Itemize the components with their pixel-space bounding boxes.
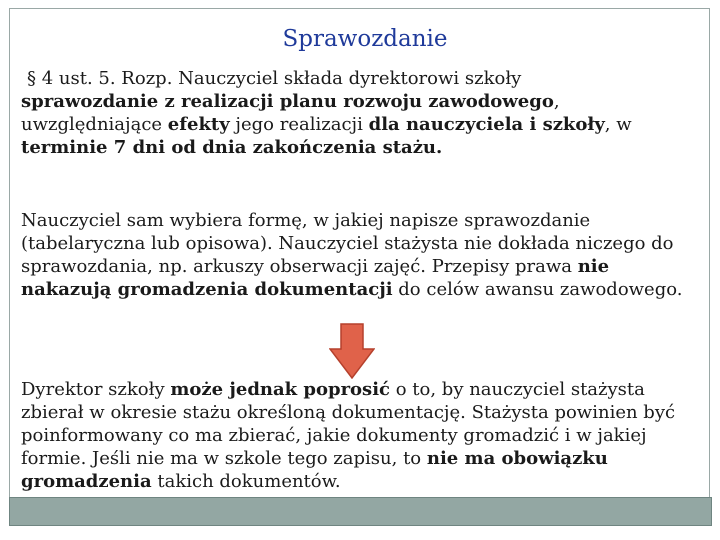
- p3-text-2: o to, by nauczyciel stażysta zbierał w okresie stażu określoną dokumentację. Stażysta powinien być poinformowany co ma zbierać, jakie dokumenty gromadzić i w jakiej formie. Jeśli nie ma w szkole tego zapisu, to: [21, 379, 676, 469]
- p1-text-3: jego realizacji: [229, 114, 369, 135]
- p3-text-1: Dyrektor szkoły: [21, 379, 171, 400]
- p1-text-1: § 4 ust. 5. Rozp. Nauczyciel składa dyrektorowi szkoły: [27, 68, 522, 89]
- p2-text-1: Nauczyciel sam wybiera formę, w jakiej napisze sprawozdanie (tabelaryczna lub opisowa). Nauczyciel stażysta nie dokłada niczego do sprawozdania, np. arkuszy obserwacji zajęć. Przepisy prawa: [21, 210, 674, 277]
- paragraph-director: [21, 378, 701, 493]
- p3-text-3: takich dokumentów.: [151, 471, 341, 492]
- p1-bold-report: sprawozdanie z realizacji planu rozwoju zawodowego: [21, 91, 554, 112]
- p1-bold-deadline: terminie 7 dni od dnia zakończenia stażu.: [21, 137, 443, 158]
- p1-bold-effects: efekty: [167, 114, 230, 135]
- p1-text-4: , w: [604, 114, 632, 135]
- p3-bold-no-obligation: nie ma obowiązku gromadzenia: [21, 448, 608, 492]
- p1-text-2: , uwzględniające: [21, 91, 560, 135]
- arrow-down-icon: [329, 323, 375, 379]
- paragraph-regulation: [21, 67, 701, 159]
- p2-bold-no-requirement: nie nakazują gromadzenia dokumentacji: [21, 256, 610, 300]
- p1-bold-teacher-school: dla nauczyciela i szkoły: [368, 114, 605, 135]
- slide-title: [0, 26, 720, 52]
- p3-bold-may-ask: może jednak poprosić: [170, 379, 390, 400]
- paragraph-form: [21, 209, 701, 301]
- slide-title-text: Sprawozdanie: [282, 26, 448, 52]
- p2-text-2: do celów awansu zawodowego.: [392, 279, 683, 300]
- footer-bar: [9, 497, 712, 526]
